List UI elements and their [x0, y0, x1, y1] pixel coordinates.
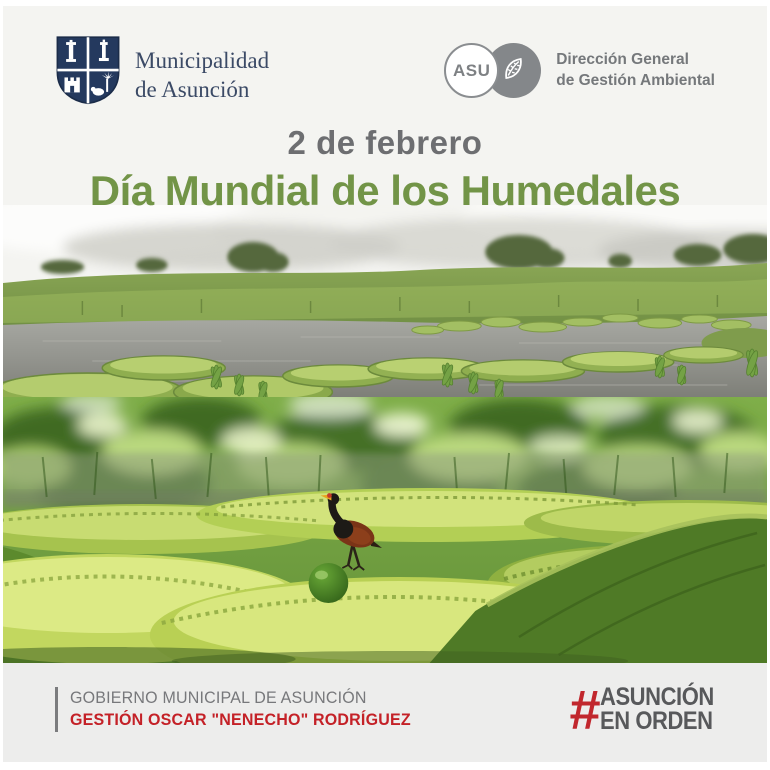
- lily-pads-closeup-photo: [3, 397, 767, 663]
- footer-bar: [3, 663, 767, 762]
- municipality-name: [135, 41, 269, 103]
- logo-row: [3, 6, 767, 110]
- municipality-name-line2: de Asunción: [135, 76, 250, 102]
- lily-fruit: [309, 563, 349, 603]
- hero-section: [3, 6, 767, 397]
- government-signature: [55, 687, 421, 732]
- government-line1: GOBIERNO MUNICIPAL DE ASUNCIÓN: [70, 689, 367, 707]
- municipality-name-line1: Municipalidad: [135, 48, 270, 74]
- clouds: [3, 205, 767, 273]
- event-date: 2 de febrero: [287, 124, 483, 161]
- hashtag-line1: ASUNCIÓN: [599, 682, 714, 711]
- department-name: [556, 50, 715, 90]
- department-name-line2: de Gestión Ambiental: [556, 71, 715, 89]
- municipality-logo: [55, 35, 269, 110]
- wetland-landscape-photo: [3, 205, 767, 397]
- poster-inner: [3, 6, 767, 762]
- hashtag-line2: EN ORDEN: [599, 706, 713, 735]
- hashtag-text: [599, 682, 714, 735]
- asu-badge: [444, 43, 499, 98]
- environment-department-logo: [444, 35, 715, 98]
- municipality-shield-icon: [55, 35, 121, 110]
- asu-abbrev: ASU: [453, 60, 491, 80]
- title-block: [3, 124, 767, 215]
- event-title: Día Mundial de los Humedales: [89, 167, 681, 214]
- asuncion-en-orden-logo: [569, 677, 730, 741]
- government-line2: GESTIÓN OSCAR "NENECHO" RODRÍGUEZ: [70, 711, 411, 729]
- leaf-icon: [500, 55, 527, 87]
- hashtag-icon: #: [569, 677, 599, 741]
- department-name-line1: Dirección General: [556, 51, 689, 69]
